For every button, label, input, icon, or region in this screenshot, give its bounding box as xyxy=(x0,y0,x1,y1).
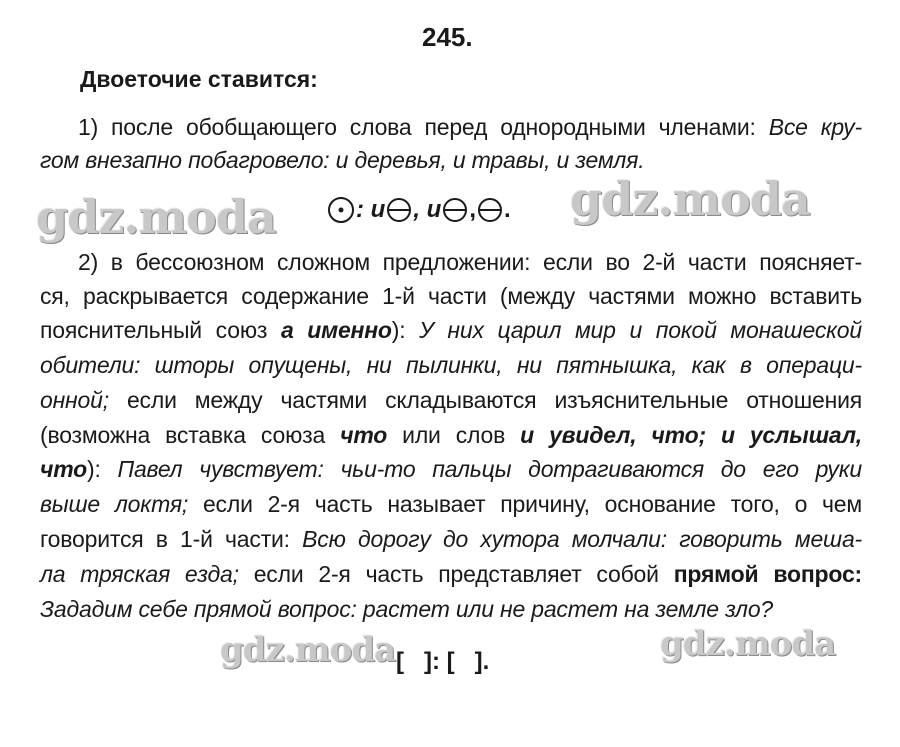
text: пояснительный союз xyxy=(40,317,281,343)
rule2-line7 xyxy=(40,455,862,483)
example: ла тряская езда; xyxy=(40,561,239,587)
rule2-line9 xyxy=(40,525,862,553)
example: онной; xyxy=(40,387,109,413)
emphasis: что xyxy=(40,456,88,482)
heading: Двоеточие ставится: xyxy=(80,66,318,92)
generalizing-word-circle-icon xyxy=(326,195,356,225)
scheme-comma-i: , и xyxy=(413,196,442,223)
scheme-bracket: [ ]: [ ]. xyxy=(396,648,490,675)
text: ): xyxy=(391,317,420,343)
rule2-line5 xyxy=(40,386,862,414)
example: Всю дорогу до хутора молчали: говорить меша- xyxy=(302,526,862,552)
scheme-homogeneous xyxy=(326,190,511,230)
example: Павел чувствует: чьи-то пальцы дотрагиваются до его руки xyxy=(117,456,862,482)
rule1-text: 1) после обобщающего слова перед однородными членами: xyxy=(78,114,769,140)
text: если 2-я часть представляет собой xyxy=(238,561,674,587)
watermark: gdz.moda xyxy=(570,172,810,226)
scheme-colon-i: : и xyxy=(356,196,386,223)
homogeneous-member-circle-icon xyxy=(441,196,469,224)
text: ): xyxy=(87,456,118,482)
rule2-line11: Зададим себе прямой вопрос: растет или не растет на земле зло? xyxy=(40,596,774,622)
rule2-line6 xyxy=(40,421,862,449)
example: У них царил мир и покой монашеской xyxy=(419,317,862,343)
page-number: 245. xyxy=(422,22,473,52)
homogeneous-member-circle-icon xyxy=(385,196,413,224)
watermark: gdz.moda xyxy=(660,624,836,664)
text: если 2-я часть называет причину, основание того, о чем xyxy=(188,491,862,517)
emphasis: и увидел, что; и услышал, xyxy=(520,422,862,448)
emphasis: а именно xyxy=(280,317,392,343)
watermark: gdz.moda xyxy=(36,190,276,244)
rule2-line3 xyxy=(40,316,862,344)
text: или слов xyxy=(387,422,521,448)
rule2-line4: обители: шторы опущены, ни пылинки, ни пятнышка, как в операци- xyxy=(40,352,862,378)
watermark: gdz.moda xyxy=(220,630,396,670)
emphasis: что xyxy=(340,422,388,448)
text: говорится в 1-й части: xyxy=(40,526,303,552)
rule2-line2: ся, раскрывается содержание 1-й части (между частями можно вставить xyxy=(40,283,862,309)
scheme-dot: . xyxy=(504,196,511,223)
emphasis: прямой вопрос: xyxy=(673,561,862,587)
text: (возможна вставка союза xyxy=(40,422,341,448)
rule2-line1: 2) в бессоюзном сложном предложении: если во 2-й части поясняет- xyxy=(78,249,862,275)
rule1-example: Все кру- xyxy=(768,114,862,140)
homogeneous-member-circle-icon xyxy=(476,196,504,224)
rule1-line1 xyxy=(78,113,862,141)
rule2-line10 xyxy=(40,560,862,588)
scheme-comma: , xyxy=(469,196,476,223)
rule2-line8 xyxy=(40,490,862,518)
example: выше локтя; xyxy=(40,491,189,517)
rule1-line2: гом внезапно побагровело: и деревья, и травы, и земля. xyxy=(40,147,645,173)
text: если между частями складываются изъяснительные отношения xyxy=(108,387,862,413)
